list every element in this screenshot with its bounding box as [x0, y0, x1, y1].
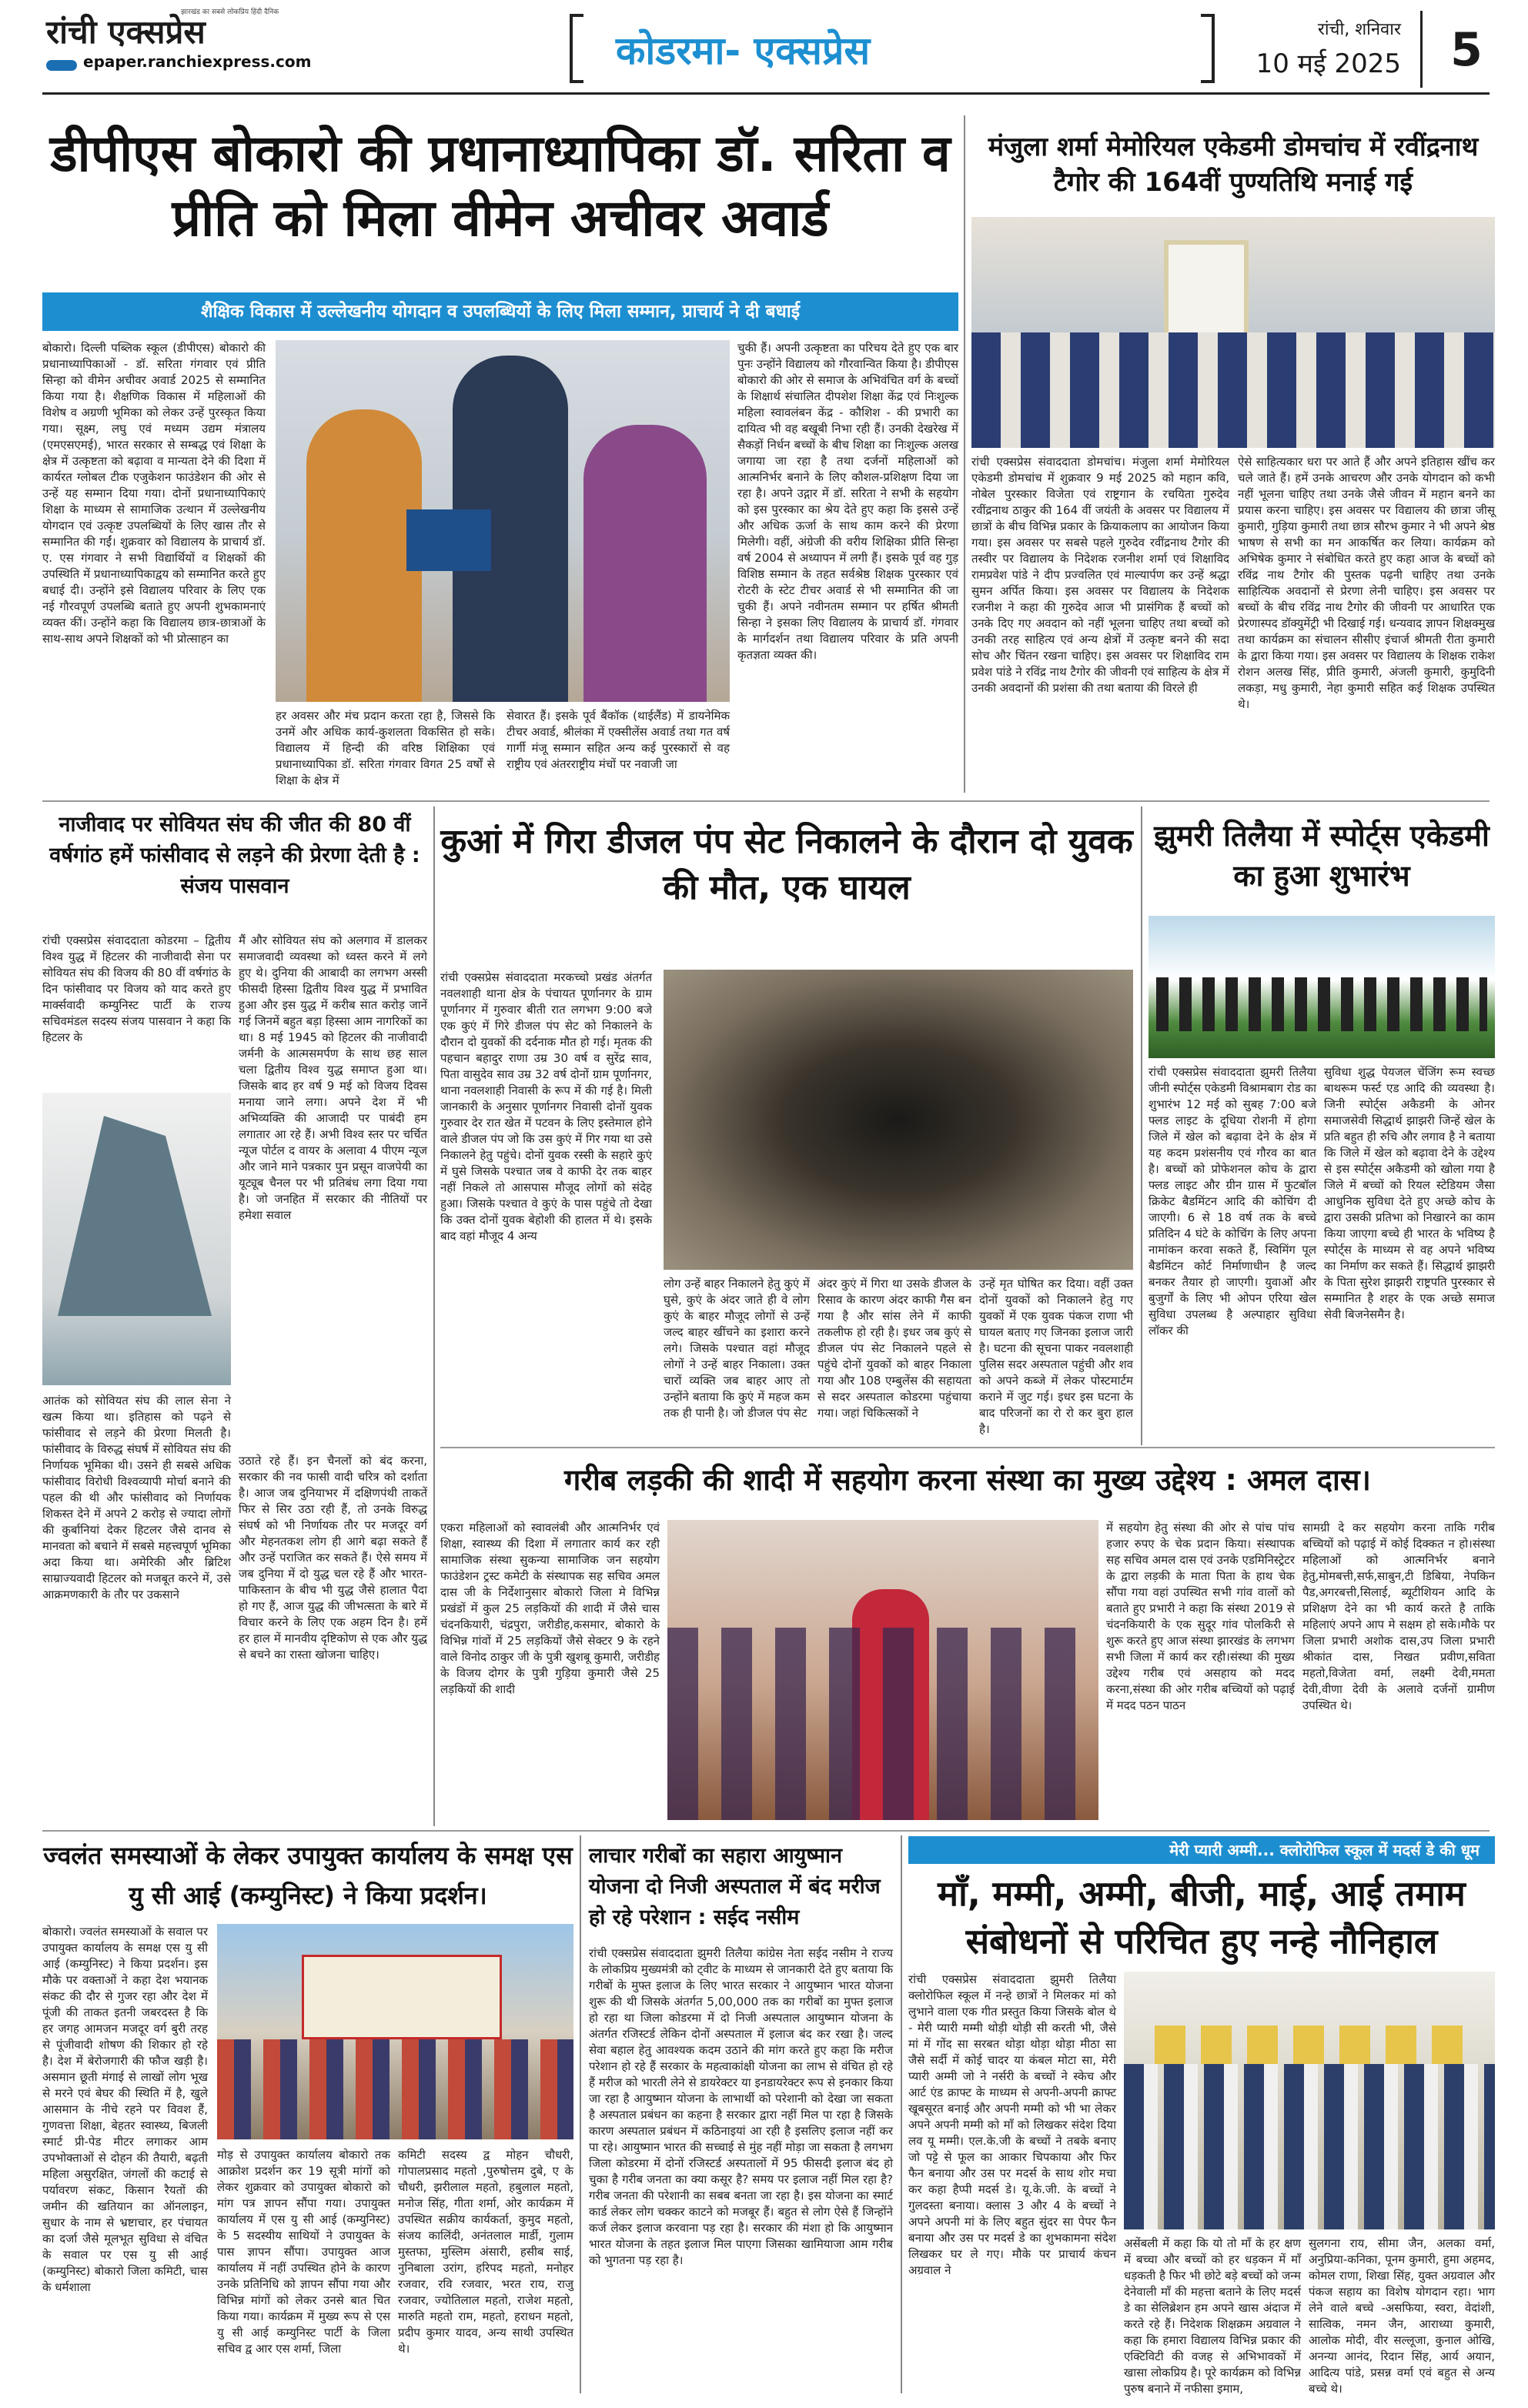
story7-col2: मोड़ से उपायुक्त कार्यालय बोकारो तक आक्रोश प्रदर्शन कर 19 सूत्री मांगों को लेकर शुक्रवार को उपायुक्त बोकारो को मांग पत्र ज्ञापन सौंपा गया। उपायुक्त कार्यालय में एस यु सी आई (कम्युनिस्ट) के 5 सदस्यीय साथियों ने उपायुक्त के पास ज्ञापन सौंपा। उपायुक्त आज कार्यालय में नहीं उपस्थित होने के कारण उनके प्रतिनिधि को ज्ञापन सौंपा गया और विभिन्न मांगों को लेकर उनसे बात चित किया गया। कार्यक्रम में मुख्य रूप से एस यु सी आई कम्युनिस्ट पार्टी के जिला सचिव द्व आर एस शर्मा, जिला — [217, 2148, 390, 2356]
logo-tagline: झारखंड का सबसे लोकप्रिय हिंदी दैनिक — [181, 8, 279, 16]
story3-headline: नाजीवाद पर सोवियत संघ की जीत की 80 वीं वर्षगांठ हमें फांसीवाद से लड़ने की प्रेरणा देती है : संजय पासवान — [49, 813, 420, 898]
story9-col3: सुलगना राय, सीमा जैन, अलका वर्मा, अनुप्रिया-कनिका, पूनम कुमारी, हुमा अहमद, कोमल राणा, शिखा सिंह, युक्त अग्रवाल और पंकज सहाय का विशेष योगदान रहा। भाग लेने वाले बच्चे -असफिया, स्वरा, वेदांशी, सात्विक, नमन जैन, आराध्या कुमारी, आलोक मोदी, वीर सल्लूजा, कुनाल ओखि, अनन्या आनंद, रिदान सिंह, आर्य अयान, आदित्य पांडे, प्रसन्न वर्मा एवं बहुत से अन्य बच्चे थे। — [1309, 2236, 1495, 2396]
column-divider-bottom-2 — [901, 1835, 902, 2393]
story5-col1: रांची एक्सप्रेस संवाददाता झुमरी तिलैया जीनी स्पोर्ट्स एकेडमी विश्रामबाग रोड का शुभारंभ 12 मई को सुबह 7:00 बजे फ्लड लाइट के दूधिया रोशनी में होगा जिले में खेल को बढ़ावा देने के क्षेत्र में यह कदम प्रशंसनीय एवं गौरव का बात है। बच्चों को प्रोफेशनल कोच के द्वारा फ्लड लाइट और ग्रीन ग्रास में फुटबॉल क्रिकेट बैडमिंटन आदि की कोचिंग दी जाएगी। 6 से 18 वर्ष तक के बच्चे प्रतिदिन 4 घंटे के कोचिंग के लिए अपना नामांकन करवा सकते हैं, स्विमिंग पूल बैडमिंटन कोर्ट निर्माणाधीन है जल्द बनकर तैयार हो जाएगी। युवाओं और बुजुर्गों के लिए भी ओपन एरिया खेल सुविधा उपलब्ध है अल्पाहार सुविधा लॉकर की — [1149, 1065, 1316, 1338]
soviet-memorial-photo — [42, 1093, 231, 1385]
page-number: 5 — [1450, 23, 1483, 77]
story9-headline: माँ, मम्मी, अम्मी, बीजी, माई, आई तमाम संबोधनों से परिचित हुए नन्हे नौनिहाल — [938, 1873, 1466, 1962]
person-right — [583, 425, 707, 702]
story3-col1: रांची एक्सप्रेस संवाददाता कोडरमा – द्वितीय विश्व युद्ध में हिटलर की नाजीवादी सेना पर सोवियत संघ की विजय की 80 वीं वर्षगांठ के दिन फांसीवाद पर विजय को याद करते हुए मार्क्सवादी कम्युनिस्ट पार्टी के राज्य सचिवमंडल सदस्य संजय पासवान ने कहा कि हिटलर के — [42, 933, 231, 1044]
section-title: कोडरमा- एक्सप्रेस — [616, 28, 871, 73]
date-divider — [1420, 11, 1423, 88]
section-rule-2 — [440, 1447, 1495, 1448]
story4-col3: अंदर कुएं में गिरा था उसके डीजल के रिसाव के कारण अंदर काफी गैस बन गया है और सांस लेने में काफी तकलीफ हो रही है। इधर जब कुएं से डीजल पंप सेट निकालने पहले से पहुंचे दोनों युवकों को बाहर निकाला गया और 108 एम्बुलेंस की सहायता से सदर अस्पताल कोडरमा पहुंचाया गया। जहां चिकित्सकों ने — [817, 1277, 971, 1420]
story5-headline: झुमरी तिलैया में स्पोर्ट्स एकेडमी का हुआ शुभारंभ — [1154, 819, 1490, 893]
story4-col1: रांची एक्सप्रेस संवाददाता मरकच्चो प्रखंड अंतर्गत नवलशाही थाना क्षेत्र के पंचायत पूर्णानगर के ग्राम पूर्णानगर में गुरुवार बीती रात लगभग 9:00 बजे एक कुएं में गिरे डीजल पंप सेट को निकालने के दौरान दो युवकों की दर्दनाक मौत हो गई। मृतक की पहचान बहादुर राणा उम्र 30 वर्ष व सुरेंद्र साव, पिता वासुदेव साव उम्र 32 वर्ष दोनों ग्राम पूर्णानगर, थाना नवलशाही निवासी के रूप में की गई है। मिली जानकारी के अनुसार पूर्णानगर निवासी दोनों युवक गुरुवार देर रात खेत में पटवन के लिए इस्तेमाल होने वाले डीजल पंप जो कि उस कुएं में गिर गया था उसे निकालने हेतु पहुंचे। दोनों युवक रस्सी के सहारे कुएं में घुसे जिसके पश्चात जब वे काफी देर तक बाहर नहीं निकले तो आसपास मौजूद लोगों को संदेह हुआ। जिसके पश्चात वे कुएं के पास पहुंचे तो देखा कि उक्त दोनों युवक बेहोशी की हालत में थे। इसके बाद वहां मौजूद 4 अन्य — [440, 970, 652, 1243]
story1-col4: चुकी हैं। अपनी उत्कृष्टता का परिचय देते हुए एक बार पुनः उन्होंने विद्यालय को गौरवान्वित किया है। डीपीएस बोकारो की ओर से समाज के अभिवंचित वर्ग के बच्चों के शिक्षार्थ संचालित दीपशेश शिक्षा केंद्र एवं निःशुल्क महिला स्वावलंबन केंद्र - कौशिश - की प्रभारी का दायित्व भी वह बखूबी निभा रही हैं। उनकी देखरेख में सैकड़ों निर्धन बच्चों के बीच शिक्षा का निःशुल्क अलख जगाया जा रहा है तथा दर्जनों महिलाओं को आत्मनिर्भर बनाने के लिए कौशल-प्रशिक्षण दिया जा रहा है। अपने उद्गार में डॉ. सरिता ने सभी के सहयोग को इस पुरस्कार का श्रेय देते हुए कहा कि इससे उन्हें और अधिक ऊर्जा के साथ काम करने की प्रेरणा मिलेगी। वहीं, अंग्रेजी की वरीय शिक्षिका प्रीति सिन्हा वर्ष 2004 से अध्यापन में लगी हैं। इसके पूर्व वह गुड़ विशिष्ठ सम्मान के तहत सर्वश्रेष्ठ शिक्षक पुरस्कार एवं रोटरी के स्टेट टीचर अवार्ड से भी सम्मानित की जा चुकी हैं। अपने नवीनतम सम्मान पर हर्षित श्रीमती सिन्हा ने इसका लिए विद्यालय के प्राचार्य डॉ. गंगवार के मार्गदर्शन तथा विद्यालय परिवार के प्रति अपनी कृतज्ञता व्यक्त की। — [737, 341, 958, 662]
children-group — [1124, 2064, 1495, 2229]
column-divider-mid-left — [433, 807, 435, 1826]
story9-kicker: मेरी प्यारी अम्मी... क्लोरोफिल स्कूल में मदर्स डे की धूम — [908, 1836, 1495, 1864]
classroom-photo — [1124, 1972, 1495, 2229]
tagore-event-photo — [971, 217, 1495, 448]
column-divider-bottom-1 — [580, 1835, 581, 2393]
protesters — [217, 2039, 573, 2139]
story4-headline: कुआं में गिरा डीजल पंप सेट निकालने के दौरान दो युवक की मौत, एक घायल — [440, 822, 1133, 907]
globe-icon — [46, 60, 77, 71]
story9-col1: रांची एक्सप्रेस संवाददाता झुमरी तिलैया क्लोरोफिल स्कूल में नन्हे छात्रों ने मिलकर मां को लुभाने वाला एक गीत प्रस्तुत किया जिसके बोल थे - मेरी प्यारी मम्मी थोड़ी थोड़ी सी करती भी, जैसे मां में गोंद सा सरबत थोड़ा थोड़ा थोड़ा मीठा सा जैसे सर्दी में कोई चादर या कंबल मोटा सा, मेरी प्यारी अम्मी जो ने नर्सरी के बच्चों ने स्केच और आर्ट एंड क्राफ्ट के माध्यम से अपनी-अपनी क्राफ्ट खूबसूरत बनाई और अपनी मम्मी को भी भा लेकर अपने अपनी मम्मी को माँ को लिखकर संदेश दिया लव यू मम्मी। एल.के.जी के बच्चों ने तबके बनाए जो पट्टे से फूल का आकार चिपकाया और फिर फैन बनाया और उस पर मदर्स के साथ शोर मचा कर कहा हैप्पी मदर्स डे। यू.के.जी. के बच्चों ने गुलदस्ता बनाया। क्लास 3 और 4 के बच्चों ने अपने अपनी मां के लिए बहुत सुंदर सा पेपर फैन बनाया और उस पर मदर्स डे का शुभकामना संदेश लिखकर घर ले गए। मौके पर प्राचार्य कंचन अग्रवाल ने — [908, 1972, 1116, 2277]
story7-col3: कमिटी सदस्य द्व मोहन चौधरी, गोपालप्रसाद महतो ,पुरुषोत्तम दुबे, ए के चौधरी, झरीलाल महतो, हबुलाल महतो, मनोज सिंह, गीता शर्मा, ओर कार्यक्रम में उपस्थित सक्रीय कार्यकर्ता, कुमुद महतो, संजय कालिंदी, अनंतलाल मार्डी, गुलाम मुस्तफा, मुस्लिम अंसारी, हसीब साई, नुनिबाला उरांग, हरिपद महतो, मनोहर रजवार, रवि रजवार, भरत राय, राजु रजवार, ज्योतिलाल महतो, राजेश महतो, मारुति महतो राम, महतो, हराधन महतो, प्रदीप कुमार यादव, अन्य साथी उपस्थित थे। — [398, 2148, 573, 2356]
column-divider-mid-right — [1141, 807, 1142, 1445]
column-divider-top — [964, 115, 965, 793]
story2-col2: ऐसे साहित्यकार धरा पर आते हैं और अपने इतिहास खींच कर चले जाते हैं। हमें उनके आचरण और उनके योगदान को कभी नहीं भूलना चाहिए तथा उनके जैसे जीवन में महान बनने का प्रयास करना चाहिए। इस अवसर पर विद्यालय की छात्रा जीसू कुमारी, गुड़िया कुमारी तथा छात्र सौरभ कुमार ने भी अपने श्रेष्ठ भाषण से सभी का मन आकर्षित कर लिया। कार्यक्रम को अभिषेक कुमार ने संबोधित करते हुए कहा आज के बच्चों को रविंद्र नाथ टैगोर की पुस्तक पढ़नी चाहिए तथा उनके साहित्यिक अवदानों से प्रेरणा लेनी चाहिए। इस अवसर पर बच्चों के बीच रविंद्र नाथ टैगोर की जीवनी पर आधारित एक प्रेरणास्पद डॉक्युमेंट्री भी दिखाई गई। धन्यवाद ज्ञापन शिक्षक्मुख तथा कार्यक्रम का संचालन सीसीए इंचार्ज श्रीमती रीता कुमारी के द्वारा किया गया। इस अवसर पर विद्यालय के शिक्षक राकेश रोशन अलख सिंह, प्रीति कुमारी, अंजली कुमारी, कुमुदिनी लकड़ा, मधु कुमारी, नेहा कुमारी सहित कई शिक्षक उपस्थित थे। — [1238, 455, 1495, 711]
section-bracket-right — [1201, 14, 1215, 83]
story7-col1: बोकारो। ज्वलंत समस्याओं के सवाल पर उपायुक्त कार्यालय के समक्ष एस यु सी आई (कम्युनिस्ट) ने किया प्रदर्शन। इस मौके पर वक्ताओं ने कहा देश भयानक संकट की दौर से गुजर रहा और देश में पूंजी की ताकत इतनी जबरदस्त है कि हर जगह आमजन मजदूर वर्ग बुरी तरह से पूंजीवादी शोषण की शिकार हो रहे है। देश में बेरोजगारी की फौज खड़ी है। असमान छूती मंगाई से लाखों लोग भूख से मरने एवं बेघर की स्थिति में है, खुले आसमान के नीचे रहने पर विवश हैं, गुणवत्ता शिक्षा, बेहतर स्वास्थ्य, बिजली स्मार्ट प्री-पेड मीटर लगाकर आम उपभोक्ताओं से दोहन की तैयारी, बढ़ती महिला असुरक्षित, जंगलों की कटाई से पर्यावरण संकट, किसान रैयतों की जमीन की खतियान का ऑनलाइन, सुधार के नाम से भ्रष्टाचार, हर पंचायत का दर्जा जैसे मूलभूत सुविधा से वंचित के सवाल पर एस यु सी आई (कम्युनिस्ट) बोकारो जिला कमिटी, चास के धर्मशाला — [42, 1925, 208, 2294]
memorial-statue — [58, 1116, 212, 1316]
story2-col1: रांची एक्सप्रेस संवाददाता डोमचांच। मंजुला शर्मा मेमोरियल एकेडमी डोमचांच में शुक्रवार 9 मई 2025 को महान कवि, नोबेल पुरस्कार विजेता एवं राष्ट्रगान के रचयिता गुरुदेव रवींद्रनाथ ठाकुर की 164 वीं जयंती के अवसर पर विद्यालय में छात्रों के बीच विभिन्न प्रकार के क्रियाकलाप का आयोजन किया गया। इस अवसर पर सबसे पहले गुरुदेव रवींद्रनाथ टैगोर की तस्वीर पर विद्यालय के निदेशक रजनीश शर्मा एवं शिक्षाविद रामप्रवेश पांडे ने दीप प्रज्वलित एवं माल्यार्पण कर उन्हें श्रद्धा सुमन अर्पित किया। इस अवसर पर विद्यालय के निदेशक रजनीश ने कहा की गुरुदेव आज भी प्रासंगिक हैं बच्चों को उनके दिए गए अवदान को नहीं भूलना चाहिए तथा बच्चों को उनकी तरह साहित्य एवं अन्य क्षेत्रों में उत्कृष्ट बनने की सदा सोच और चिंतन रखना चाहिए। इस अवसर पर शिक्षाविद राम प्रवेश पांडे ने रविंद्र नाथ टैगोर की जीवनी एवं साहित्य के क्षेत्र में उनकी अवदानों की प्रशंसा की तथा बताया की विरले ही — [971, 455, 1229, 695]
sports-academy-photo — [1149, 916, 1495, 1058]
section-bracket-left — [570, 14, 583, 83]
website-link[interactable]: epaper.ranchiexpress.com — [83, 52, 312, 71]
story6-headline: गरीब लड़की की शादी में सहयोग करना संस्था का मुख्य उद्देश्य : अमल दास। — [564, 1463, 1371, 1497]
story9-col2: असेंबली में कहा कि यो तो माँ के हर क्षण में बच्चा और बच्चों को हर धड़कन में माँ धड़कती है फिर भी छोटे बड़े बच्चों को जन्म देनेवाली माँ की महत्ता बताने के लिए मदर्स डे का सेलिब्रेशन हम अपने खास अंदाज में करते रहे हैं। निदेशक शिक्षक्रम अग्रवाल ने कहा कि हमारा विद्यालय विभिन्न प्रकार की एक्टिविटी की वजह से अभिभावकों में खासा लोकप्रिय है। पूरे कार्यक्रम को विभिन्न पुरुष बनाने में नफीसा इमाम, — [1124, 2236, 1301, 2396]
story6-col3: सामग्री दे कर सहयोग करना ताकि गरीब बच्चियों को पढ़ाई में कोई दिक्कत न हो।संस्था महिलाओं को आत्मनिर्भर बनाने हेतु,मोमबत्ती,सर्फ,साबुन,टी डिबिया, नेपकिन पैड,अगरबत्ती,सिलाई, ब्यूटीशियन आदि के प्रशिक्षण देने का भी कार्य करते है ताकि महिलाएं अपने आप मे सक्षम हो सके।मौके पर जिला प्रभारी अशोक दास,उप जिला प्रभारी श्रीकांत दास, निखत प्रवीण,सविता महतो,विजेता वर्मा, लक्ष्मी देवी,ममता देवी,वीणा देवी के अलावे दर्जनों ग्रामीण उपस्थित थे। — [1302, 1521, 1495, 1712]
story3-col3: आतंक को सोवियत संघ की लाल सेना ने खत्म किया था। इतिहास को पढ़ने से फांसीवाद से लड़ने की प्रेरणा मिलती है। फांसीवाद के विरुद्ध संघर्ष में सोवियत संघ की निर्णायक भूमिका थी। उसने ही सबसे अधिक फांसीवाद विरोधी विश्वव्यापी मोर्चा बनाने की पहल की थी और फांसीवाद को निर्णायक शिकस्त देने में अपने 2 करोड़ से ज्यादा लोगों की कुर्बानियां देकर हिटलर जैसे दानव से मानवता को बचाने में सबसे महत्त्वपूर्ण भूमिका अदा किया था। अमेरिकी और ब्रिटिश साम्राज्यवादी हिटलर को मजबूत करने में, उसे आक्रमणकारी के तौर पर उकसाने — [42, 1394, 231, 1601]
date: 10 मई 2025 — [1256, 48, 1401, 79]
story8-headline: लाचार गरीबों का सहारा आयुष्मान योजना दो निजी अस्पताल में बंद मरीज हो रहे परेशान : सईद नसीम — [589, 1844, 881, 1929]
newspaper-logo[interactable]: रांची एक्सप्रेस — [46, 13, 206, 51]
story1-col1: बोकारो। दिल्ली पब्लिक स्कूल (डीपीएस) बोकारो की प्रधानाध्यापिकाओं - डॉ. सरिता गंगवार एवं प्रीति सिन्हा को वीमेन अचीवर अवार्ड 2025 से सम्मानित किया गया है। शैक्षणिक विकास में महिलाओं की विशेष व अग्रणी भूमिका को लेकर उन्हें पुरस्कृत किया गया। सूक्ष्म, लघु एवं मध्यम उद्यम मंत्रालय (एमएसएमई), भारत सरकार से सम्बद्ध एवं शिक्षा के क्षेत्र में उत्कृष्टता को बढ़ावा व मान्यता देने की दिशा में कार्यरत ग्लोबल टीक एजुकेशन फाउंडेशन की ओर से उन्हें यह सम्मान दिया गया। दोनों प्रधानाध्यापिकाएं शिक्षा के माध्यम से सामाजिक उत्थान में उल्लेखनीय योगदान एवं उत्कृष्ट उपलब्धियों के लिए खास तौर से सम्मानित की गईं। शुक्रवार को विद्यालय के प्राचार्य डॉ. ए. एस गंगवार ने सभी विद्यार्थियों व शिक्षकों की उपस्थिति में प्रधानाध्यापिकाद्वय को सम्मानित करते हुए बधाई दी। उन्होंने इसे विद्यालय परिवार के लिए एक नई गौरवपूर्ण उपलब्धि बताते हुए अपनी शुभकामनाएं व्यक्त कीं। उन्होंने कहा कि विद्यालय छात्र-छात्राओं के साथ-साथ अपने शिक्षकों को भी प्रोत्साहन का — [42, 341, 266, 646]
story1-headline: डीपीएस बोकारो की प्रधानाध्यापिका डॉ. सरिता व प्रीति को मिला वीमेन अचीवर अवार्ड — [50, 124, 951, 248]
story6-col2: में सहयोग हेतु संस्था की ओर से पांच पांच हजार रुपए के चेक प्रदान किया। संस्थापक सह सचिव अमल दास एवं उनके एडमिनिस्ट्रेटर के द्वारा लड़की के माता पिता के हाथ चेक सौंपा गया वहां उपस्थित सभी गांव वालों को बताते हुए प्रभारी ने कहा कि संस्था 2019 से चंदनकियारी के एक सुदूर गांव पोलकिरी से शुरू करते हुए आज संस्था झारखंड के लगभग सभी जिला में कार्य कर रही।संस्था की मुख्य उद्देश्य गरीब एवं असहाय को मदद करना,संस्था की ओर गरीब बच्चियों को पढ़ाई में मदद पठन पाठन — [1106, 1521, 1295, 1712]
players-row — [1156, 977, 1487, 1031]
story7-headline: ज्वलंत समस्याओं के लेकर उपायुक्त कार्यालय के समक्ष एस यु सी आई (कम्युनिस्ट) ने किया प्रदर्शन। — [43, 1841, 573, 1910]
story3-col4: उठाते रहे हैं। इन चैनलों को बंद करना, सरकार की नव फासी वादी चरित्र को दर्शाता है। आज जब दुनियाभर में दक्षिणपंथी ताकतें फिर से सिर उठा रही हैं, तो उनके विरुद्ध संघर्ष को भी निर्णायक तौर पर मजदूर वर्ग और मेहनतकश लोग ही आगे बढ़ा सकते हैं और उन्हें पराजित कर सकते हैं। ऐसे समय में जब दुनिया में दो युद्ध चल रहे हैं और भारत-पाकिस्तान के बीच भी युद्ध जैसे हालात पैदा हो गए हैं, आज युद्ध की जीभत्सता के बारे में विचार करने के लिए एक अहम दिन है। हमें हर हाल में मानवीय दृष्टिकोण से एक और युद्ध से बचने का रास्ता खोजना चाहिए। — [239, 1454, 427, 1662]
section-rule-1 — [42, 800, 1490, 802]
story1-col3: सेवारत हैं। इसके पूर्व बैंकॉक (थाईलैंड) में डायनेमिक टीचर अवार्ड, श्रीलंका में एक्सीलेंस अवार्ड तथा गत वर्ष गार्गी मंजू सम्मान सहित अन्य कई पुरस्कारों से वह राष्ट्रीय एवं अंतरराष्ट्रीय मंचों पर नवाजी जा — [507, 709, 730, 771]
story4-col4: उन्हें मृत घोषित कर दिया। वहीं उक्त दोनों युवकों को निकालने हेतु गए युवकों में एक युवक पंकज राणा भी घायल बताए गए जिनका इलाज जारी है। घटना की सूचना पाकर नवलशाही पुलिस सदर अस्पताल पहुंची और शव को अपने कब्जे में लेकर पोस्टमार्टम कराने में जुट गई। इधर इस घटना के बाद परिजनों का रो रो कर बुरा हाल है। — [979, 1277, 1133, 1436]
craft-cards — [1155, 2026, 1463, 2064]
students-group — [971, 332, 1495, 448]
group-figures — [667, 1628, 1098, 1820]
tagore-portrait — [1164, 240, 1249, 348]
section-rule-3 — [42, 1830, 1490, 1832]
person-left — [306, 409, 422, 702]
well-photo — [664, 970, 1133, 1270]
story1-col2: हर अवसर और मंच प्रदान करता रहा है, जिससे कि उनमें और अधिक कार्य-कुशलता विकसित हो सके। विद्यालय में हिन्दी की वरिष्ठ शिक्षिका एवं प्रधानाध्यापिका डॉ. सरिता गंगवार विगत 25 वर्षों से शिक्षा के क्षेत्र में — [276, 709, 495, 787]
story4-col2: लोग उन्हें बाहर निकालने हेतु कुएं में घुसे, कुएं के अंदर जाते ही वे लोग कुएं के बाहर मौजूद लोगों से उन्हें जल्द बाहर खींचने का इशारा करने लगे। जिसके पश्चात वहां मौजूद लोगों ने उन्हें बाहर निकाला। उक्त चारों व्यक्ति जब बाहर आए तो उन्होंने बताया कि कुएं में महज कम तक ही पानी है। जो डीजल पंप सेट — [664, 1277, 810, 1420]
story8-col1: रांची एक्सप्रेस संवाददाता झुमरी तिलैया कांग्रेस नेता सईद नसीम ने राज्य के लोकप्रिय मुख्यमंत्री को ट्वीट के माध्यम से जानकारी देते हुए बताया कि गरीबों के मुफ्त इलाज के लिए भारत सरकार ने आयुष्मान भारत योजना शुरू की थी जिसके अंतर्गत 5,00,000 तक का गरीबों का मुफ्त इलाज हो रहा था जिला कोडरमा में दो निजी अस्पताल आयुष्मान योजना के अंतर्गत रजिस्टर्ड लेकिन दोनों अस्पताल में इलाज बंद कर रखा है। जल्द सेवा बहाल हेतु आवश्यक कदम उठाने की मांग करते हुए कहा कि मरीज परेशान हो रहे हैं सरकार के महत्वाकांक्षी योजना का लाभ से वंचित हो रहे हैं मरीज को भारती लेने से डायरेक्टर या इनडायरेक्टर रूप से इनकार किया जा रहा है आयुष्मान योजना के लाभार्थी को परेशानी को देखा जा सकता है अस्पताल प्रबंधन का कहना है सरकार द्वारा नहीं मिल पा रहा है जिसके कारण अस्पताल प्रबंधन में कठिनाइयां आ रही है इसलिए इलाज नहीं कर पा रहे। आयुष्मान भारत की सच्चाई से मुंह नहीं मोड़ा जा सकता है लगभग जिला कोडरमा में दोनों रजिस्टर्ड अस्पतालों में 95 फीसदी इलाज बंद हो चुका है गरीब जनता का क्या कसूर है? समय पर इलाज नहीं मिल रहा है? गरीब जनता की परेशानी का सबब बनता जा रहा है। इस योजना का स्मार्ट कार्ड लेकर लोग चक्कर काटने को मजबूर हैं। बहुत से लोग ऐसे हैं जिन्होंने कर्ज लेकर इलाज करवाना पड़ रहा है। सरकार की मंशा हो कि आयुष्मान भारत योजना के तहत इलाज मिल पाएगा जिसका खामियाजा आम गरीब को भुगतना पड़ रहा है। — [589, 1946, 893, 2267]
masthead-rule — [42, 92, 1490, 95]
protest-banner — [302, 1955, 502, 2039]
story5-col2: सुविधा शुद्ध पेयजल चेंजिंग रूम स्वच्छ बाथरूम फर्स्ट एड आदि की व्यवस्था है। जिनी स्पोर्ट्स अकैडमी के ओनर समाजसेवी सिद्धार्थ झाझरी जिन्हें खेल के प्रति बहुत ही रुचि और लगाव है ने बताया कि जिले में खेल को बढ़ावा देने के उद्देश्य से इस स्पोर्ट्स अकैडमी को खोला गया है जिले में बच्चों को रियल स्टेडियम जैसा आधुनिक सुविधा देते हुए अच्छे कोच के द्वारा उसकी प्रतिभा को निखारने का काम किया जाएगा बच्चे ही भारत के भविष्य है स्पोर्ट्स के माध्यम से वह अपने भविष्य का निर्माण कर सकते हैं। सिद्धार्थ झाझरी के पिता सुरेश झाझरी राष्ट्रपति पुरस्कार से सम्मानित है शहर के एक अच्छे समाज सेवी बिजनेसमैन है। — [1324, 1065, 1495, 1321]
story2-headline: मंजुला शर्मा मेमोरियल एकेडमी डोमचांच में रवींद्रनाथ टैगोर की 164वीं पुण्यतिथि मनाई गई — [988, 132, 1479, 198]
protest-photo — [217, 1924, 573, 2139]
place-day: रांची, शनिवार — [1317, 20, 1401, 39]
award-photo — [276, 340, 730, 702]
story6-col1: एकरा महिलाओं को स्वावलंबी और आत्मनिर्भर एवं शिक्षा, स्वास्थ्य की दिशा में लगातार कार्य कर रही सामाजिक संस्था सुकन्या सामाजिक जन सहयोग फाउंडेशन ट्रस्ट कमेटी के संस्थापक सह सचिव अमल दास जी के निर्देशानुसार बोकारो जिला मे विभिन्न प्रखंडों में कुल 25 लड़कियों की शादी में जैसे चास चंदनकियारी, चंद्रपुरा, जरीडीह,कसमार, बोकारो के विभिन्न गांवों में 25 लड़कियों जैसे सेक्टर 9 के रहने वाले विनोद ठाकुर जी के पुत्री खुशबू कुमारी, जरीडीह के विजय दोगर के पुत्री गुड़िया कुमारी जैसे 25 लड़कियों की शादी — [440, 1521, 660, 1696]
story1-subhead: शैक्षिक विकास में उल्लेखनीय योगदान व उपलब्धियों के लिए मिला सम्मान, प्राचार्य ने दी बधाई — [42, 292, 958, 331]
cheque-distribution-photo — [667, 1520, 1098, 1820]
story3-col2: मैं और सोवियत संघ को अलगाव में डालकर समाजवादी व्यवस्था को ध्वस्त करने में लगे हुए थे। दुनिया की आबादी का लगभग अस्सी फीसदी हिस्सा द्वितीय विश्व युद्ध में प्रभावित हुआ और इस युद्ध में करीब सात करोड़ जानें गई जिनमें बहुत बड़ा हिस्सा आम नागरिकों का था। 8 मई 1945 को हिटलर की नाजीवादी जर्मनी के आत्मसमर्पण के साथ छह साल चला द्वितीय विश्व युद्ध समाप्त हुआ था। जिसके बाद हर वर्ष 9 मई को विजय दिवस मनाया जाने लगा। अपने देश में भी अभिव्यक्ति की आजादी पर पाबंदी हम लगातार आ रहे हैं। अभी विश्व स्तर पर चर्चित न्यूज पोर्टल द वायर के अलावा 4 पीएम न्यूज और जाने माने पत्रकार पुन प्रसून वाजपेयी का यूट्यूब चैनल पर भी प्रतिबंध लगा दिया गया है। जो जनहित में सरकार की नीतियों पर हमेशा सवाल — [239, 933, 427, 1222]
award-certificate — [406, 509, 491, 571]
